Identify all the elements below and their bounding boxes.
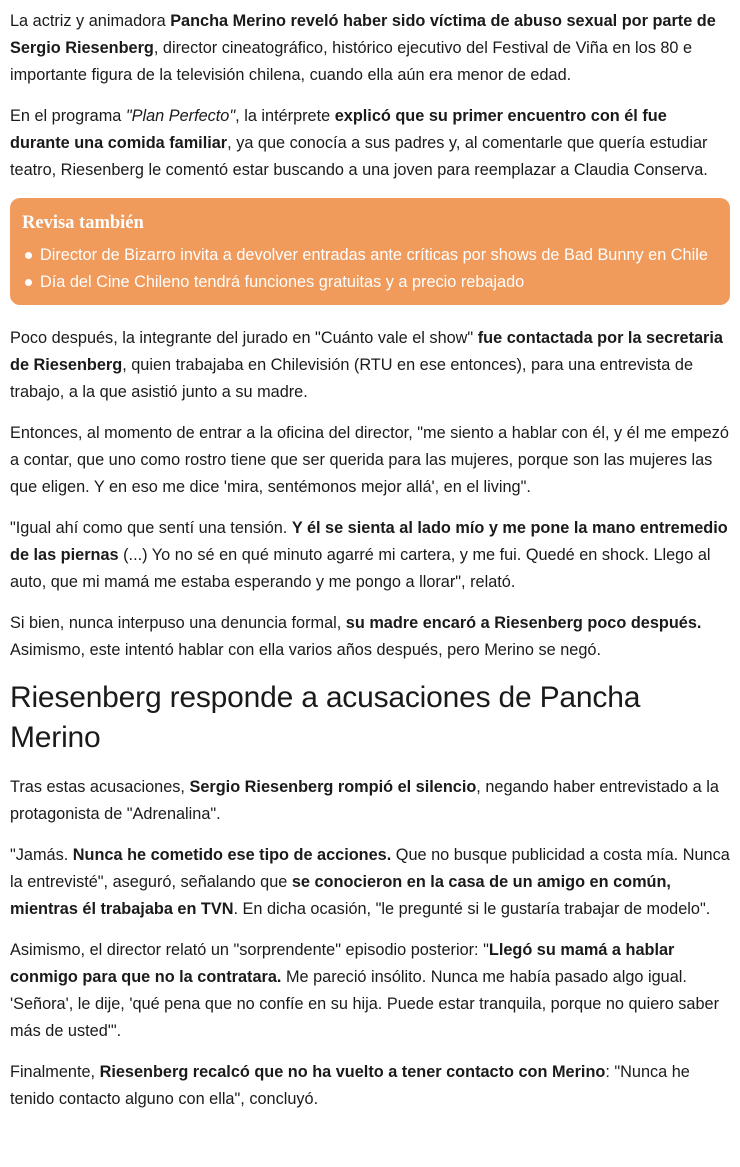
related-link[interactable]: Director de Bizarro invita a devolver entradas ante críticas por shows de Bad Bunny en Chile <box>40 246 708 264</box>
text: "Jamás. <box>10 846 73 864</box>
related-list <box>22 244 718 293</box>
text: Tras estas acusaciones, <box>10 778 190 796</box>
paragraph-3 <box>10 325 730 406</box>
text: Entonces, al momento de entrar a la oficina del director, "me siento a hablar con él, y él me empezó a contar, que uno como rostro tiene que ser querida para las mujeres, porque son las mujeres las que eligen. Y en eso me dice 'mira, sentémonos mejor allá', en el living". <box>10 424 729 496</box>
bold-text: Nunca he cometido ese tipo de acciones. <box>72 846 392 864</box>
related-box <box>10 198 730 305</box>
text: (...) Yo no sé en qué minuto agarré mi cartera, y me fui. Quedé en shock. Llego al auto, que mi mamá me estaba esperando y me pongo a llorar", relató. <box>10 546 711 591</box>
bold-text: explicó que su primer encuentro con él fue durante una comida familiar <box>10 107 667 152</box>
bullet-icon <box>25 252 32 259</box>
bold-text: Riesenberg recalcó que no ha vuelto a tener contacto con Merino <box>99 1063 606 1081</box>
section-heading: Riesenberg responde a acusaciones de Pancha Merino <box>10 681 641 754</box>
text: , ya que conocía a sus padres y, al comentarle que quería estudiar teatro, Riesenberg le comentó estar buscando a una joven para reemplazar a Claudia Conserva. <box>10 134 708 179</box>
bold-text: fue contactada por la secretaria de Riesenberg <box>10 329 723 374</box>
paragraph-4 <box>10 420 730 501</box>
program-name: "Plan Perfecto" <box>125 107 236 125</box>
text: Si bien, nunca interpuso una denuncia formal, <box>10 614 346 632</box>
bullet-icon <box>25 279 32 286</box>
text: Finalmente, <box>10 1063 100 1081</box>
related-link[interactable]: Día del Cine Chileno tendrá funciones gratuitas y a precio rebajado <box>40 273 525 291</box>
text: Que no busque publicidad a costa mía. Nunca la entrevisté", aseguró, señalando que <box>10 846 730 891</box>
text: Poco después, la integrante del jurado en "Cuánto vale el show" <box>10 329 478 347</box>
bold-text: Sergio Riesenberg rompió el silencio <box>189 778 477 796</box>
bold-text: Pancha Merino reveló haber sido víctima de abuso sexual por parte de Sergio Riesenberg <box>10 12 716 57</box>
text: : "Nunca he tenido contacto alguno con ella", concluyó. <box>10 1063 690 1108</box>
text: Me pareció insólito. Nunca me había pasado algo igual. 'Señora', le dije, 'qué pena que no confíe en su hija. Puede estar tranquila, porque no quiero saber más de usted'". <box>10 968 720 1040</box>
text: , negando haber entrevistado a la protagonista de "Adrenalina". <box>10 778 719 823</box>
paragraph-7 <box>10 774 730 828</box>
text: , la intérprete <box>235 107 335 125</box>
paragraph-6 <box>10 610 730 664</box>
bold-text: Y él se sienta al lado mío y me pone la mano entremedio de las piernas <box>10 519 728 564</box>
text: , quien trabajaba en Chilevisión (RTU en ese entonces), para una entrevista de trabajo, a la que asistió junto a su madre. <box>10 356 693 401</box>
paragraph-2 <box>10 103 730 184</box>
text: , director cineatográfico, histórico ejecutivo del Festival de Viña en los 80 e importante figura de la televisión chilena, cuando ella aún era menor de edad. <box>10 39 693 84</box>
related-item[interactable] <box>22 244 718 266</box>
paragraph-8 <box>10 842 730 923</box>
paragraph-1 <box>10 8 730 89</box>
text: La actriz y animadora <box>10 12 171 30</box>
related-title: Revisa también <box>22 213 144 233</box>
text: Asimismo, este intentó hablar con ella varios años después, pero Merino se negó. <box>10 641 601 659</box>
paragraph-9 <box>10 937 730 1045</box>
bold-text: su madre encaró a Riesenberg poco después. <box>345 614 702 632</box>
text: "Igual ahí como que sentí una tensión. <box>10 519 292 537</box>
related-item[interactable] <box>22 271 718 293</box>
text: Asimismo, el director relató un "sorprendente" episodio posterior: " <box>10 941 489 959</box>
text: . En dicha ocasión, "le pregunté si le gustaría trabajar de modelo". <box>233 900 711 918</box>
bold-text: se conocieron en la casa de un amigo en común, mientras él trabajaba en TVN <box>10 873 671 918</box>
bold-text: Llegó su mamá a hablar conmigo para que no la contratara. <box>10 941 675 986</box>
paragraph-10 <box>10 1059 730 1113</box>
paragraph-5 <box>10 515 730 596</box>
text: En el programa <box>10 107 126 125</box>
